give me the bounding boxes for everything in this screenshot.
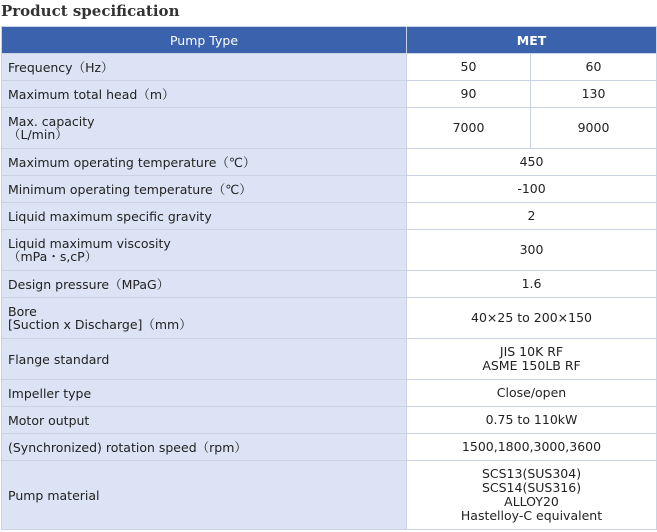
row-label-pressure: Design pressure（MPaG） bbox=[2, 271, 407, 298]
material-line-2: SCS14(SUS316) bbox=[481, 480, 582, 495]
material-line-4: Hastelloy-C equivalent bbox=[460, 508, 603, 523]
pressure-value: 1.6 bbox=[407, 271, 657, 298]
table-row bbox=[2, 203, 657, 230]
bore-label-line1: Bore bbox=[8, 304, 37, 319]
table-row bbox=[2, 380, 657, 407]
row-label-min-temp: Minimum operating temperature（℃） bbox=[2, 176, 407, 203]
table-row bbox=[2, 108, 657, 149]
row-label-bore bbox=[2, 298, 407, 339]
viscosity-label-line2: （mPa・s,cP） bbox=[8, 249, 98, 264]
head-value-1: 90 bbox=[407, 81, 531, 108]
speed-value: 1500,1800,3000,3600 bbox=[407, 434, 657, 461]
flange-value bbox=[407, 339, 657, 380]
table-row bbox=[2, 149, 657, 176]
capacity-value-1: 7000 bbox=[407, 108, 531, 149]
viscosity-value: 300 bbox=[407, 230, 657, 271]
material-value bbox=[407, 461, 657, 530]
page-title: Product specification bbox=[1, 2, 180, 20]
flange-line-1: JIS 10K RF bbox=[499, 344, 564, 359]
row-label-flange: Flange standard bbox=[2, 339, 407, 380]
row-label-impeller: Impeller type bbox=[2, 380, 407, 407]
table-header-row bbox=[2, 27, 657, 54]
row-label-head: Maximum total head（m） bbox=[2, 81, 407, 108]
min-temp-value: -100 bbox=[407, 176, 657, 203]
table-row bbox=[2, 230, 657, 271]
row-label-material: Pump material bbox=[2, 461, 407, 530]
row-label-max-temp: Maximum operating temperature（℃） bbox=[2, 149, 407, 176]
table-row bbox=[2, 407, 657, 434]
row-label-motor: Motor output bbox=[2, 407, 407, 434]
capacity-value-2: 9000 bbox=[531, 108, 657, 149]
table-row bbox=[2, 176, 657, 203]
table-row bbox=[2, 54, 657, 81]
capacity-label-line2: （L/min） bbox=[8, 127, 68, 142]
row-label-gravity: Liquid maximum specific gravity bbox=[2, 203, 407, 230]
material-line-1: SCS13(SUS304) bbox=[481, 466, 582, 481]
table-row bbox=[2, 434, 657, 461]
frequency-value-1: 50 bbox=[407, 54, 531, 81]
table-row bbox=[2, 81, 657, 108]
viscosity-label-line1: Liquid maximum viscosity bbox=[8, 236, 171, 251]
material-line-3: ALLOY20 bbox=[504, 494, 559, 509]
capacity-label-line1: Max. capacity bbox=[8, 114, 95, 129]
gravity-value: 2 bbox=[407, 203, 657, 230]
row-label-speed: (Synchronized) rotation speed（rpm） bbox=[2, 434, 407, 461]
motor-value: 0.75 to 110kW bbox=[407, 407, 657, 434]
flange-line-2: ASME 150LB RF bbox=[482, 358, 581, 373]
impeller-value: Close/open bbox=[407, 380, 657, 407]
frequency-value-2: 60 bbox=[531, 54, 657, 81]
table-row bbox=[2, 461, 657, 530]
header-pump-type: Pump Type bbox=[2, 27, 407, 54]
table-row bbox=[2, 339, 657, 380]
row-label-capacity bbox=[2, 108, 407, 149]
table-row bbox=[2, 271, 657, 298]
row-label-viscosity bbox=[2, 230, 407, 271]
bore-value: 40×25 to 200×150 bbox=[407, 298, 657, 339]
bore-label-line2: [Suction x Discharge]（mm） bbox=[8, 317, 192, 332]
row-label-frequency: Frequency（Hz） bbox=[2, 54, 407, 81]
max-temp-value: 450 bbox=[407, 149, 657, 176]
header-met: MET bbox=[407, 27, 657, 54]
head-value-2: 130 bbox=[531, 81, 657, 108]
table-row bbox=[2, 298, 657, 339]
spec-table bbox=[1, 26, 657, 530]
